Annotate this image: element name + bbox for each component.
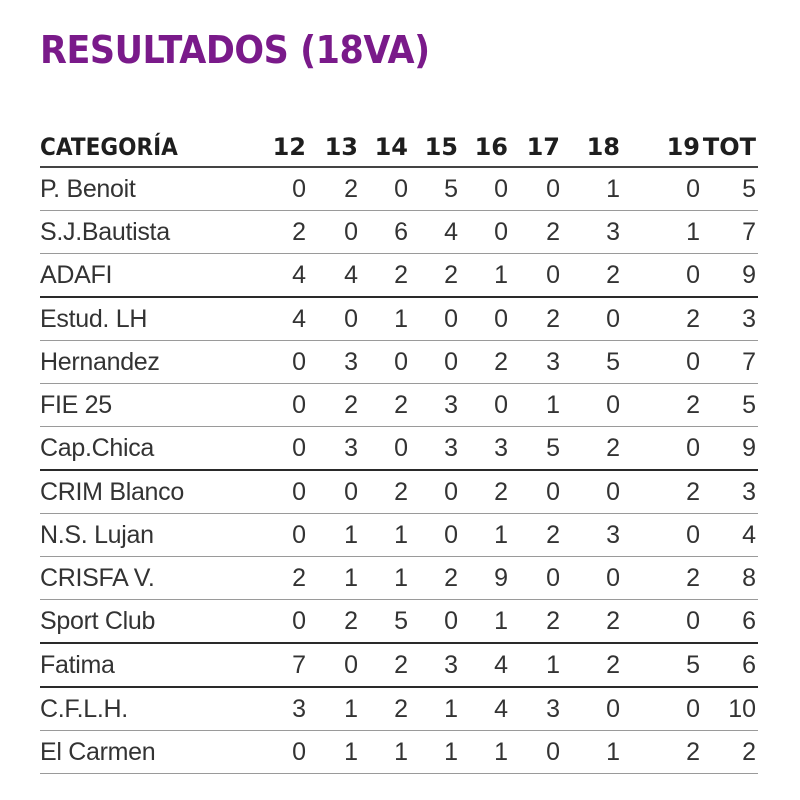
column-header-18: 18 bbox=[562, 128, 622, 167]
table-row bbox=[40, 254, 758, 298]
score-cell: 2 bbox=[622, 297, 702, 341]
score-cell: 3 bbox=[410, 427, 460, 471]
total-cell: 6 bbox=[702, 643, 758, 687]
score-cell: 0 bbox=[258, 341, 308, 384]
score-cell: 0 bbox=[258, 384, 308, 427]
page-title: RESULTADOS (18VA) bbox=[40, 28, 430, 72]
score-cell: 1 bbox=[460, 600, 510, 644]
table-row bbox=[40, 731, 758, 774]
score-cell: 1 bbox=[308, 731, 360, 774]
column-header-15: 15 bbox=[410, 128, 460, 167]
total-cell: 2 bbox=[702, 731, 758, 774]
table-row bbox=[40, 600, 758, 644]
table-header-row bbox=[40, 128, 758, 167]
score-cell: 0 bbox=[510, 167, 562, 211]
score-cell: 0 bbox=[258, 600, 308, 644]
table-row bbox=[40, 557, 758, 600]
total-cell: 5 bbox=[702, 167, 758, 211]
score-cell: 2 bbox=[510, 211, 562, 254]
score-cell: 1 bbox=[360, 514, 410, 557]
score-cell: 6 bbox=[360, 211, 410, 254]
score-cell: 2 bbox=[410, 557, 460, 600]
score-cell: 1 bbox=[510, 384, 562, 427]
score-cell: 2 bbox=[562, 427, 622, 471]
column-header-13: 13 bbox=[308, 128, 360, 167]
score-cell: 2 bbox=[410, 254, 460, 298]
table-row bbox=[40, 297, 758, 341]
total-cell: 6 bbox=[702, 600, 758, 644]
score-cell: 0 bbox=[562, 687, 622, 731]
score-cell: 0 bbox=[562, 384, 622, 427]
score-cell: 2 bbox=[258, 557, 308, 600]
score-cell: 0 bbox=[258, 167, 308, 211]
score-cell: 2 bbox=[360, 687, 410, 731]
score-cell: 1 bbox=[460, 514, 510, 557]
score-cell: 4 bbox=[258, 297, 308, 341]
team-name: CRISFA V. bbox=[40, 557, 258, 600]
score-cell: 0 bbox=[258, 427, 308, 471]
score-cell: 2 bbox=[360, 384, 410, 427]
score-cell: 0 bbox=[308, 211, 360, 254]
score-cell: 2 bbox=[562, 254, 622, 298]
column-header-12: 12 bbox=[258, 128, 308, 167]
table-row bbox=[40, 384, 758, 427]
column-header-tot: TOT bbox=[702, 128, 758, 167]
team-name: Fatima bbox=[40, 643, 258, 687]
score-cell: 0 bbox=[410, 600, 460, 644]
column-header-categoria: CATEGORÍA bbox=[40, 128, 258, 167]
score-cell: 3 bbox=[510, 341, 562, 384]
score-cell: 2 bbox=[562, 643, 622, 687]
score-cell: 4 bbox=[460, 643, 510, 687]
results-table-body bbox=[40, 167, 758, 774]
score-cell: 0 bbox=[510, 731, 562, 774]
score-cell: 5 bbox=[562, 341, 622, 384]
score-cell: 0 bbox=[622, 600, 702, 644]
table-row bbox=[40, 514, 758, 557]
score-cell: 0 bbox=[622, 427, 702, 471]
team-name: CRIM Blanco bbox=[40, 470, 258, 514]
total-cell: 7 bbox=[702, 341, 758, 384]
score-cell: 2 bbox=[460, 341, 510, 384]
team-name: FIE 25 bbox=[40, 384, 258, 427]
score-cell: 0 bbox=[258, 470, 308, 514]
score-cell: 0 bbox=[562, 297, 622, 341]
team-name: Sport Club bbox=[40, 600, 258, 644]
score-cell: 2 bbox=[562, 600, 622, 644]
score-cell: 2 bbox=[510, 514, 562, 557]
score-cell: 0 bbox=[460, 211, 510, 254]
score-cell: 1 bbox=[460, 731, 510, 774]
score-cell: 2 bbox=[360, 643, 410, 687]
score-cell: 3 bbox=[258, 687, 308, 731]
score-cell: 3 bbox=[410, 384, 460, 427]
total-cell: 10 bbox=[702, 687, 758, 731]
table-row bbox=[40, 643, 758, 687]
score-cell: 3 bbox=[460, 427, 510, 471]
table-row bbox=[40, 341, 758, 384]
score-cell: 4 bbox=[460, 687, 510, 731]
results-table bbox=[40, 128, 758, 774]
score-cell: 0 bbox=[622, 254, 702, 298]
table-row bbox=[40, 211, 758, 254]
score-cell: 0 bbox=[360, 341, 410, 384]
score-cell: 3 bbox=[308, 427, 360, 471]
score-cell: 0 bbox=[410, 470, 460, 514]
score-cell: 9 bbox=[460, 557, 510, 600]
total-cell: 8 bbox=[702, 557, 758, 600]
table-row bbox=[40, 167, 758, 211]
score-cell: 0 bbox=[410, 297, 460, 341]
score-cell: 2 bbox=[622, 557, 702, 600]
score-cell: 2 bbox=[360, 254, 410, 298]
score-cell: 2 bbox=[510, 297, 562, 341]
score-cell: 2 bbox=[308, 384, 360, 427]
score-cell: 5 bbox=[510, 427, 562, 471]
total-cell: 4 bbox=[702, 514, 758, 557]
total-cell: 9 bbox=[702, 254, 758, 298]
score-cell: 0 bbox=[622, 514, 702, 557]
score-cell: 1 bbox=[308, 557, 360, 600]
score-cell: 2 bbox=[308, 600, 360, 644]
score-cell: 5 bbox=[410, 167, 460, 211]
score-cell: 4 bbox=[258, 254, 308, 298]
score-cell: 1 bbox=[410, 731, 460, 774]
score-cell: 0 bbox=[360, 167, 410, 211]
score-cell: 0 bbox=[460, 384, 510, 427]
score-cell: 3 bbox=[510, 687, 562, 731]
score-cell: 0 bbox=[308, 643, 360, 687]
team-name: Cap.Chica bbox=[40, 427, 258, 471]
total-cell: 7 bbox=[702, 211, 758, 254]
score-cell: 2 bbox=[258, 211, 308, 254]
score-cell: 5 bbox=[622, 643, 702, 687]
score-cell: 3 bbox=[562, 514, 622, 557]
score-cell: 0 bbox=[562, 470, 622, 514]
score-cell: 0 bbox=[410, 341, 460, 384]
team-name: N.S. Lujan bbox=[40, 514, 258, 557]
score-cell: 0 bbox=[510, 557, 562, 600]
score-cell: 0 bbox=[410, 514, 460, 557]
score-cell: 0 bbox=[308, 297, 360, 341]
score-cell: 1 bbox=[510, 643, 562, 687]
score-cell: 1 bbox=[562, 167, 622, 211]
score-cell: 0 bbox=[562, 557, 622, 600]
score-cell: 3 bbox=[308, 341, 360, 384]
score-cell: 2 bbox=[622, 731, 702, 774]
score-cell: 0 bbox=[308, 470, 360, 514]
score-cell: 0 bbox=[510, 254, 562, 298]
score-cell: 0 bbox=[258, 731, 308, 774]
score-cell: 0 bbox=[360, 427, 410, 471]
score-cell: 5 bbox=[360, 600, 410, 644]
score-cell: 2 bbox=[622, 470, 702, 514]
score-cell: 1 bbox=[460, 254, 510, 298]
score-cell: 2 bbox=[308, 167, 360, 211]
score-cell: 1 bbox=[360, 557, 410, 600]
score-cell: 4 bbox=[308, 254, 360, 298]
team-name: El Carmen bbox=[40, 731, 258, 774]
score-cell: 4 bbox=[410, 211, 460, 254]
team-name: C.F.L.H. bbox=[40, 687, 258, 731]
column-header-14: 14 bbox=[360, 128, 410, 167]
table-row bbox=[40, 427, 758, 471]
score-cell: 2 bbox=[510, 600, 562, 644]
total-cell: 9 bbox=[702, 427, 758, 471]
score-cell: 3 bbox=[410, 643, 460, 687]
total-cell: 5 bbox=[702, 384, 758, 427]
team-name: S.J.Bautista bbox=[40, 211, 258, 254]
score-cell: 1 bbox=[360, 297, 410, 341]
score-cell: 2 bbox=[460, 470, 510, 514]
column-header-17: 17 bbox=[510, 128, 562, 167]
score-cell: 0 bbox=[258, 514, 308, 557]
team-name: Hernandez bbox=[40, 341, 258, 384]
score-cell: 0 bbox=[510, 470, 562, 514]
score-cell: 1 bbox=[308, 687, 360, 731]
score-cell: 2 bbox=[360, 470, 410, 514]
table-row bbox=[40, 687, 758, 731]
column-header-19: 19 bbox=[622, 128, 702, 167]
team-name: P. Benoit bbox=[40, 167, 258, 211]
score-cell: 2 bbox=[622, 384, 702, 427]
score-cell: 0 bbox=[460, 167, 510, 211]
column-header-16: 16 bbox=[460, 128, 510, 167]
score-cell: 1 bbox=[360, 731, 410, 774]
score-cell: 0 bbox=[460, 297, 510, 341]
score-cell: 0 bbox=[622, 687, 702, 731]
score-cell: 1 bbox=[622, 211, 702, 254]
total-cell: 3 bbox=[702, 470, 758, 514]
score-cell: 0 bbox=[622, 167, 702, 211]
score-cell: 0 bbox=[622, 341, 702, 384]
score-cell: 1 bbox=[562, 731, 622, 774]
score-cell: 1 bbox=[308, 514, 360, 557]
score-cell: 1 bbox=[410, 687, 460, 731]
score-cell: 3 bbox=[562, 211, 622, 254]
team-name: ADAFI bbox=[40, 254, 258, 298]
table-row bbox=[40, 470, 758, 514]
team-name: Estud. LH bbox=[40, 297, 258, 341]
total-cell: 3 bbox=[702, 297, 758, 341]
score-cell: 7 bbox=[258, 643, 308, 687]
